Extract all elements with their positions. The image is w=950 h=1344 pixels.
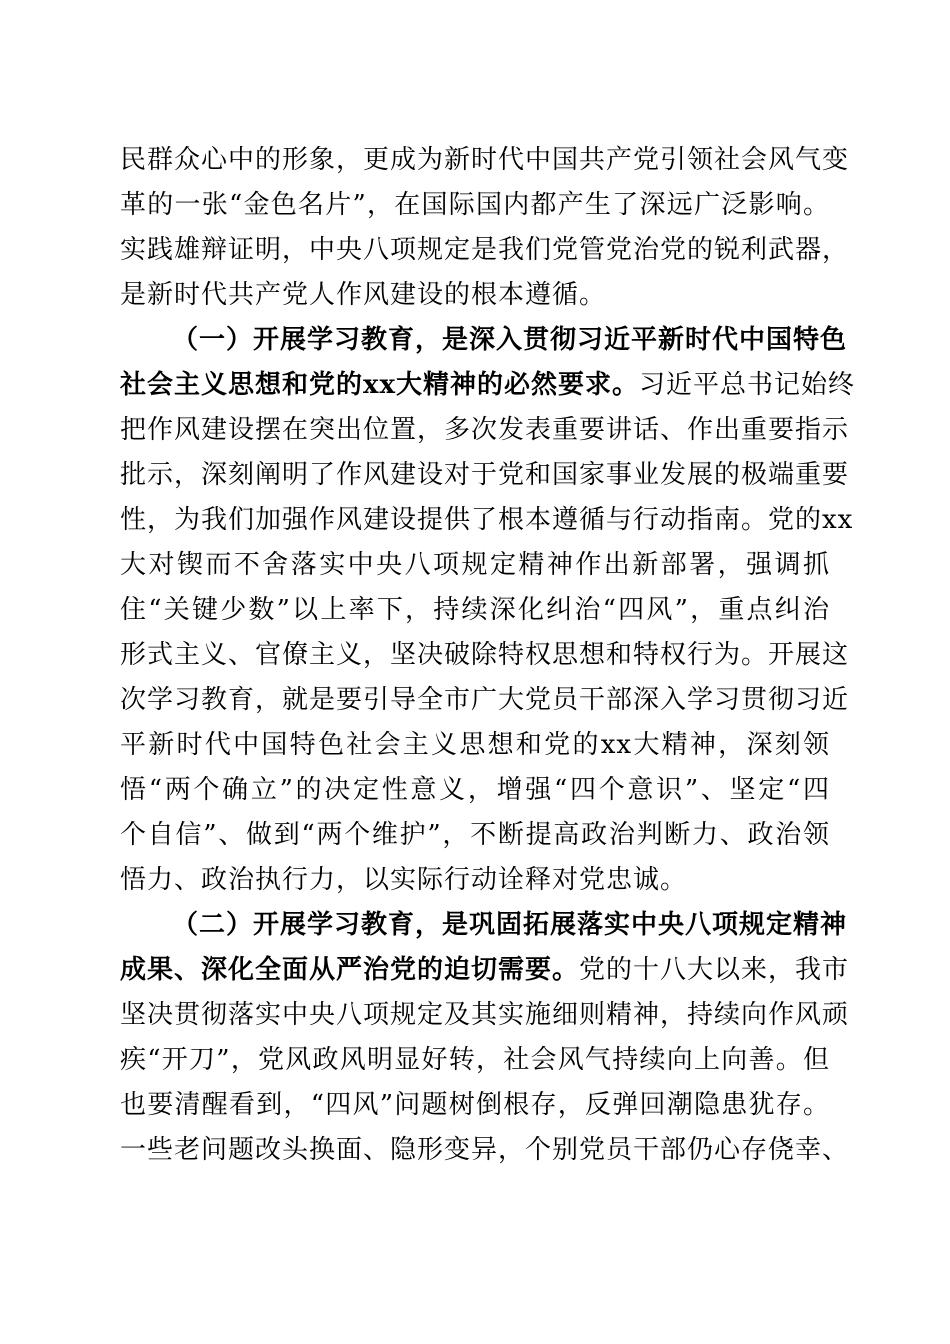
body-line: 次学习教育，就是要引导全市广大党员干部深入学习贯彻习近	[120, 685, 850, 715]
body-line: 住“关键少数”以上率下，持续深化纠治“四风”，重点纠治	[120, 595, 830, 625]
body-line: 是新时代共产党人作风建设的根本遵循。	[120, 280, 607, 310]
body-line: 也要清醒看到，“四风”问题树倒根存，反弹回潮隐患犹存。	[120, 1090, 830, 1120]
body-line: 悟“两个确立”的决定性意义，增强“四个意识”、坚定“四	[120, 775, 830, 805]
body-line: 个自信”、做到“两个维护”，不断提高政治判断力、政治领	[120, 820, 830, 850]
body-line: 疾“开刀”，党风政风明显好转，社会风气持续向上向善。但	[120, 1045, 830, 1075]
section-1-heading-line: 社会主义思想和党的xx大精神的必然要求。习近平总书记始终	[120, 370, 856, 400]
body-line: 实践雄辩证明，中央八项规定是我们党管党治党的锐利武器，	[120, 235, 850, 265]
body-line: 平新时代中国特色社会主义思想和党的xx大精神，深刻领	[120, 730, 830, 760]
body-line: 批示，深刻阐明了作风建设对于党和国家事业发展的极端重要	[120, 460, 850, 490]
body-line: 把作风建设摆在突出位置，多次发表重要讲话、作出重要指示	[120, 415, 850, 445]
section-2-heading-line: 成果、深化全面从严治党的迫切需要。党的十八大以来，我市	[120, 955, 850, 985]
body-line: 悟力、政治执行力，以实际行动诠释对党忠诚。	[120, 865, 688, 895]
body-line: 坚决贯彻落实中央八项规定及其实施细则精神，持续向作风顽	[120, 1000, 850, 1030]
body-line: 一些老问题改头换面、隐形变异，个别党员干部仍心存侥幸、	[120, 1135, 850, 1165]
body-line: 形式主义、官僚主义，坚决破除特权思想和特权行为。开展这	[120, 640, 850, 670]
body-line: 大对锲而不舍落实中央八项规定精神作出新部署，强调抓	[120, 550, 830, 580]
body-line: 革的一张“金色名片”，在国际国内都产生了深远广泛影响。	[120, 190, 830, 220]
body-line: 性，为我们加强作风建设提供了根本遵循与行动指南。党的xx	[120, 505, 854, 535]
section-1-heading-line: （一）开展学习教育，是深入贯彻习近平新时代中国特色	[172, 325, 848, 355]
section-2-heading-line: （二）开展学习教育，是巩固拓展落实中央八项规定精神	[172, 910, 848, 940]
body-line: 民群众心中的形象，更成为新时代中国共产党引领社会风气变	[120, 145, 850, 175]
